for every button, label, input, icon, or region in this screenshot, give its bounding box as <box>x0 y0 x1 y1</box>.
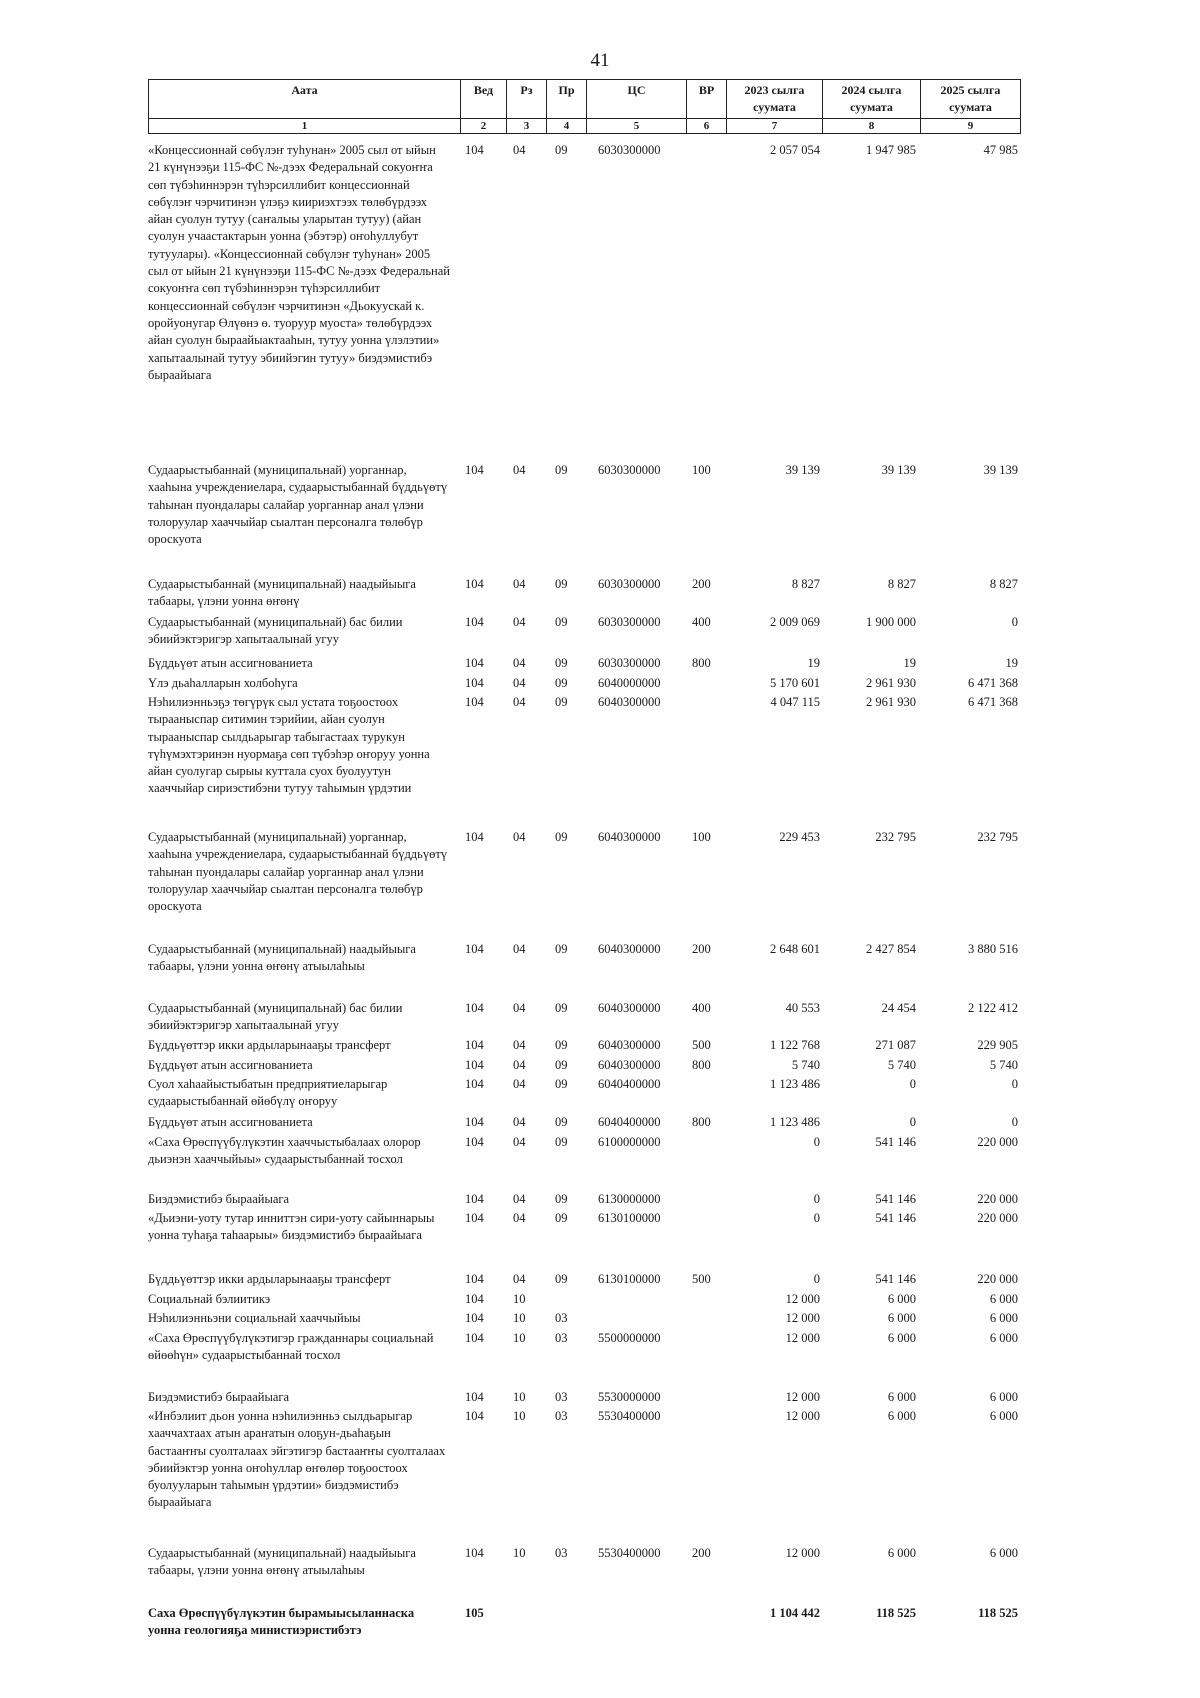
row-cs: 5530400000 <box>598 1546 661 1560</box>
row-pr: 03 <box>555 1311 568 1325</box>
row-2024: 8 827 <box>887 577 916 591</box>
row-pr: 09 <box>555 676 568 690</box>
row-rz: 10 <box>513 1409 526 1423</box>
row-name: Бүддьүөт атын ассигнованиета <box>148 656 313 670</box>
row-pr: 09 <box>555 830 568 844</box>
row-cs: 6030300000 <box>598 143 661 157</box>
row-2024: 0 <box>909 1077 916 1091</box>
header-pr: Пр <box>547 80 587 119</box>
row-2025: 0 <box>1011 1115 1018 1129</box>
row-vr: 400 <box>692 1001 711 1015</box>
header-ved: Вед <box>461 80 507 119</box>
row-pr: 03 <box>555 1546 568 1560</box>
row-rz: 10 <box>513 1311 526 1325</box>
row-vr: 200 <box>692 942 711 956</box>
row-ved: 104 <box>465 1292 484 1306</box>
row-2023: 1 123 486 <box>770 1115 820 1129</box>
row-vr: 100 <box>692 463 711 477</box>
row-pr: 09 <box>555 577 568 591</box>
row-ved: 104 <box>465 1546 484 1560</box>
header-2023: 2023 сылга суумата <box>727 80 823 119</box>
row-2024: 541 146 <box>875 1135 916 1149</box>
row-rz: 04 <box>513 577 526 591</box>
header-number: 7 <box>727 119 823 134</box>
row-2024: 541 146 <box>875 1211 916 1225</box>
row-2025: 220 000 <box>977 1211 1018 1225</box>
row-cs: 6030300000 <box>598 615 661 629</box>
row-ved: 104 <box>465 942 484 956</box>
header-cs: ЦС <box>587 80 687 119</box>
row-ved: 104 <box>465 1115 484 1129</box>
row-cs: 5500000000 <box>598 1331 661 1345</box>
row-2024: 6 000 <box>887 1311 916 1325</box>
row-2024: 541 146 <box>875 1192 916 1206</box>
row-vr: 500 <box>692 1272 711 1286</box>
row-2023: 5 170 601 <box>770 676 820 690</box>
row-pr: 09 <box>555 1192 568 1206</box>
row-rz: 04 <box>513 1038 526 1052</box>
row-pr: 09 <box>555 1077 568 1091</box>
row-2023: 2 057 054 <box>770 143 820 157</box>
row-2025: 0 <box>1011 1077 1018 1091</box>
row-2025: 6 471 368 <box>968 695 1018 709</box>
row-2025: 6 000 <box>989 1390 1018 1404</box>
row-vr: 200 <box>692 577 711 591</box>
row-2023: 229 453 <box>779 830 820 844</box>
row-2024: 2 961 930 <box>866 676 916 690</box>
header-2024: 2024 сылга суумата <box>823 80 921 119</box>
header-2025: 2025 сылга суумата <box>921 80 1021 119</box>
row-name: «Саха Өрөспүүбүлүкэтин хааччыстыбалаах олорор дьиэнэн хааччыйыы» судаарыстыбаннай тосхол <box>148 1135 421 1167</box>
row-2023: 5 740 <box>791 1058 820 1072</box>
row-pr: 09 <box>555 615 568 629</box>
row-2025: 220 000 <box>977 1135 1018 1149</box>
row-ved: 104 <box>465 695 484 709</box>
row-pr: 03 <box>555 1331 568 1345</box>
row-cs: 6030300000 <box>598 577 661 591</box>
row-rz: 10 <box>513 1292 526 1306</box>
header-rz: Рз <box>507 80 547 119</box>
row-2025: 6 000 <box>989 1546 1018 1560</box>
row-name: Саха Өрөспүүбүлүкэтин бырамыысыланнаска уонна геологияҕа министиэристибэтэ <box>148 1606 415 1638</box>
header-number: 3 <box>507 119 547 134</box>
row-2024: 232 795 <box>875 830 916 844</box>
row-2024: 1 947 985 <box>866 143 916 157</box>
row-ved: 104 <box>465 1058 484 1072</box>
row-2024: 19 <box>903 656 916 670</box>
row-2024: 0 <box>909 1115 916 1129</box>
row-cs: 6130100000 <box>598 1272 661 1286</box>
row-name: Биэдэмистибэ быраайыага <box>148 1192 290 1206</box>
row-2023: 0 <box>813 1272 820 1286</box>
row-2023: 0 <box>813 1135 820 1149</box>
row-2023: 4 047 115 <box>770 695 820 709</box>
row-2024: 24 454 <box>881 1001 916 1015</box>
row-2025: 6 000 <box>989 1409 1018 1423</box>
row-rz: 04 <box>513 656 526 670</box>
row-2024: 2 961 930 <box>866 695 916 709</box>
row-2023: 8 827 <box>791 577 820 591</box>
row-rz: 04 <box>513 615 526 629</box>
row-rz: 10 <box>513 1546 526 1560</box>
row-pr: 09 <box>555 1038 568 1052</box>
row-ved: 104 <box>465 615 484 629</box>
row-cs: 6040300000 <box>598 1001 661 1015</box>
row-2025: 220 000 <box>977 1192 1018 1206</box>
row-2024: 6 000 <box>887 1546 916 1560</box>
row-ved: 104 <box>465 1077 484 1091</box>
row-2024: 1 900 000 <box>866 615 916 629</box>
row-name: «Концессионнай сөбүлэҥ туһунан» 2005 сыл от ыйын 21 күнүнээҕи 115-ФС №-дээх Федеральнай сокуоҥҥа сөп түбэһиннэрэн түһэрсиллибит концессионнай сөбүлэҥ чэрчитинэн үлэҕэ киириэхтээх төлөбүрдээх айан суолун тутуу (саҥалыы уларытан тутуу) (айан суолун учаастактарын уонна (эбэтэр) оҥоһуллубут тутуулары). «Концессионнай сөбүлэҥ туһунан» 2005 сыл от ыйын 21 күнүнээҕи 115-ФС №-дээх Федеральнай сокуоҥҥа сөп түбэһиннэрэн түһэрсиллибит концессионнай сөбүлэҥ чэрчитинэн «Дьокуускай к. оройуонугар Өлүөнэ ө. туоруур муоста» төлөбүрдээх айан суолун быраайыактааһын, тутуу уонна үлэлэтии» хапытаалынай тутуу эбиийэгин тутуу» биэдэмистибэ быраайыага <box>148 143 450 382</box>
row-rz: 04 <box>513 1135 526 1149</box>
row-cs: 5530000000 <box>598 1390 661 1404</box>
row-2023: 12 000 <box>785 1311 820 1325</box>
row-name: Суол хаһаайыстыбатын предприятиеларыгар судаарыстыбаннай өйөбүлү оҥоруу <box>148 1077 388 1109</box>
row-vr: 800 <box>692 1115 711 1129</box>
row-rz: 04 <box>513 1077 526 1091</box>
row-pr: 09 <box>555 463 568 477</box>
row-2025: 8 827 <box>989 577 1018 591</box>
row-2025: 6 000 <box>989 1331 1018 1345</box>
row-name: Нэһилиэнньэҕэ төгүрүк сыл устата тоҕоостоох тырааныспар ситимин тэрийии, айан суолун тырааныспар сылдьарыгар табыгастаах турукун түһүмэхтэринэн нуормаҕа сөп түбэһэр оҥоруу уонна айан суолугар сырыы куттала суох буолуутун хааччыйар сириэстибэни тутуу таһымын үрдэтии <box>148 695 430 796</box>
row-name: Судаарыстыбаннай (муниципальнай) наадыйыыга табаары, үлэни уонна өҥөнү <box>148 577 416 609</box>
row-pr: 09 <box>555 656 568 670</box>
row-2025: 220 000 <box>977 1272 1018 1286</box>
row-pr: 09 <box>555 942 568 956</box>
row-name: Бүддьүөттэр икки ардыларынааҕы трансферт <box>148 1038 391 1052</box>
row-ved: 104 <box>465 656 484 670</box>
row-name: Бүддьүөттэр икки ардыларынааҕы трансферт <box>148 1272 391 1286</box>
row-ved: 104 <box>465 143 484 157</box>
row-rz: 04 <box>513 1211 526 1225</box>
row-pr: 09 <box>555 1135 568 1149</box>
header-number: 2 <box>461 119 507 134</box>
row-name: Судаарыстыбаннай (муниципальнай) наадыйыыга табаары, үлэни уонна өҥөнү атыылаһыы <box>148 942 416 974</box>
row-rz: 04 <box>513 830 526 844</box>
row-rz: 04 <box>513 676 526 690</box>
row-name: «Инбэлиит дьон уонна нэһилиэнньэ сылдьарыгар хааччахтаах атын араҥатын олоҕун-дьаһаҕын бастааҥҥы суолталаах эйгэтигэр бастааҥҥы суолталаах эбиийэктэр уонна оҥоһуллар өҥөлөр тоҕоостоох буолууларын таһымын үрдэтии» биэдэмистибэ быраайыага <box>148 1409 446 1510</box>
row-ved: 104 <box>465 1409 484 1423</box>
row-cs: 6030300000 <box>598 656 661 670</box>
row-2023: 12 000 <box>785 1292 820 1306</box>
row-name: Социальнай бэлиитикэ <box>148 1292 271 1306</box>
row-2024: 541 146 <box>875 1272 916 1286</box>
row-cs: 6100000000 <box>598 1135 661 1149</box>
row-vr: 100 <box>692 830 711 844</box>
row-2025: 39 139 <box>983 463 1018 477</box>
row-2023: 1 104 442 <box>770 1606 820 1620</box>
row-2024: 271 087 <box>875 1038 916 1052</box>
row-name: Судаарыстыбаннай (муниципальнай) бас билии эбиийэктэригэр хапытаалынай угуу <box>148 615 403 647</box>
row-cs: 6040300000 <box>598 1058 661 1072</box>
row-2025: 0 <box>1011 615 1018 629</box>
row-ved: 104 <box>465 1311 484 1325</box>
row-rz: 04 <box>513 1192 526 1206</box>
row-rz: 04 <box>513 463 526 477</box>
header-number: 4 <box>547 119 587 134</box>
row-2024: 6 000 <box>887 1292 916 1306</box>
row-ved: 104 <box>465 1135 484 1149</box>
page-number: 41 <box>590 50 610 71</box>
row-cs: 6130100000 <box>598 1211 661 1225</box>
row-ved: 104 <box>465 830 484 844</box>
row-name: «Дьиэни-уоту тутар инниттэн сири-уоту сайыннарыы уонна туһаҕа таһаарыы» биэдэмистибэ быраайыага <box>148 1211 435 1243</box>
row-2025: 232 795 <box>977 830 1018 844</box>
row-vr: 400 <box>692 615 711 629</box>
row-pr: 09 <box>555 1115 568 1129</box>
row-2023: 2 009 069 <box>770 615 820 629</box>
row-2023: 1 123 486 <box>770 1077 820 1091</box>
row-pr: 03 <box>555 1409 568 1423</box>
row-ved: 104 <box>465 1390 484 1404</box>
row-vr: 200 <box>692 1546 711 1560</box>
row-2023: 19 <box>807 656 820 670</box>
row-2024: 6 000 <box>887 1390 916 1404</box>
row-rz: 04 <box>513 1115 526 1129</box>
row-2025: 19 <box>1005 656 1018 670</box>
row-name: Үлэ дьаһалларын холбоһуга <box>148 676 298 690</box>
row-2023: 12 000 <box>785 1546 820 1560</box>
row-2025: 6 000 <box>989 1292 1018 1306</box>
header-number: 8 <box>823 119 921 134</box>
row-rz: 10 <box>513 1331 526 1345</box>
row-cs: 6040300000 <box>598 942 661 956</box>
row-2024: 5 740 <box>887 1058 916 1072</box>
row-2025: 5 740 <box>989 1058 1018 1072</box>
row-vr: 800 <box>692 656 711 670</box>
row-2023: 39 139 <box>785 463 820 477</box>
row-rz: 04 <box>513 1058 526 1072</box>
row-2025: 229 905 <box>977 1038 1018 1052</box>
row-2024: 39 139 <box>881 463 916 477</box>
row-2023: 12 000 <box>785 1390 820 1404</box>
header-number: 5 <box>587 119 687 134</box>
row-ved: 104 <box>465 676 484 690</box>
row-2024: 6 000 <box>887 1409 916 1423</box>
row-name: Судаарыстыбаннай (муниципальнай) уорганнар, хааһына учреждениелара, судаарыстыбаннай бүддьүөтү таһынан пуондалары салайар уорганнар анал үлэни толоруулар хааччыйар сыалтан персоналга төлөбүр ороскуота <box>148 463 448 547</box>
row-name: Бүддьүөт атын ассигнованиета <box>148 1058 313 1072</box>
row-ved: 104 <box>465 1331 484 1345</box>
row-cs: 5530400000 <box>598 1409 661 1423</box>
row-ved: 104 <box>465 1001 484 1015</box>
header-number: 6 <box>687 119 727 134</box>
row-rz: 04 <box>513 143 526 157</box>
row-2025: 118 525 <box>978 1606 1018 1620</box>
row-pr: 09 <box>555 1211 568 1225</box>
row-cs: 6030300000 <box>598 463 661 477</box>
row-ved: 104 <box>465 1211 484 1225</box>
row-ved: 104 <box>465 1038 484 1052</box>
row-pr: 03 <box>555 1390 568 1404</box>
row-cs: 6040300000 <box>598 830 661 844</box>
row-2023: 12 000 <box>785 1409 820 1423</box>
row-2025: 3 880 516 <box>968 942 1018 956</box>
row-2023: 40 553 <box>785 1001 820 1015</box>
row-rz: 04 <box>513 695 526 709</box>
row-name: «Саха Өрөспүүбүлүкэтигэр гражданнары социальнай өйөөһүн» судаарыстыбаннай тосхол <box>148 1331 434 1363</box>
header-name: Аата <box>149 80 461 119</box>
row-ved: 104 <box>465 577 484 591</box>
row-rz: 04 <box>513 1001 526 1015</box>
row-2025: 6 000 <box>989 1311 1018 1325</box>
row-2025: 47 985 <box>983 143 1018 157</box>
row-2024: 118 525 <box>876 1606 916 1620</box>
row-2024: 2 427 854 <box>866 942 916 956</box>
row-pr: 09 <box>555 695 568 709</box>
row-name: Биэдэмистибэ быраайыага <box>148 1390 290 1404</box>
row-pr: 09 <box>555 1058 568 1072</box>
header-number: 9 <box>921 119 1021 134</box>
row-name: Судаарыстыбаннай (муниципальнай) уорганнар, хааһына учреждениелара, судаарыстыбаннай бүддьүөтү таһынан пуондалары салайар уорганнар анал үлэни толоруулар хааччыйар сыалтан персоналга төлөбүр ороскуота <box>148 830 448 914</box>
row-rz: 04 <box>513 942 526 956</box>
row-name: Судаарыстыбаннай (муниципальнай) наадыйыыга табаары, үлэни уонна өҥөнү атыылаһыы <box>148 1546 416 1578</box>
row-ved: 104 <box>465 463 484 477</box>
row-cs: 6040300000 <box>598 695 661 709</box>
row-2023: 0 <box>813 1192 820 1206</box>
row-cs: 6130000000 <box>598 1192 661 1206</box>
header-number: 1 <box>149 119 461 134</box>
header-vr: ВР <box>687 80 727 119</box>
row-cs: 6040300000 <box>598 1038 661 1052</box>
row-pr: 09 <box>555 1001 568 1015</box>
row-2023: 1 122 768 <box>770 1038 820 1052</box>
row-cs: 6040000000 <box>598 676 661 690</box>
row-2024: 6 000 <box>887 1331 916 1345</box>
row-2023: 2 648 601 <box>770 942 820 956</box>
row-ved: 105 <box>465 1606 484 1620</box>
row-cs: 6040400000 <box>598 1077 661 1091</box>
row-rz: 10 <box>513 1390 526 1404</box>
row-2023: 12 000 <box>785 1331 820 1345</box>
row-2023: 0 <box>813 1211 820 1225</box>
row-rz: 04 <box>513 1272 526 1286</box>
row-2025: 2 122 412 <box>968 1001 1018 1015</box>
row-cs: 6040400000 <box>598 1115 661 1129</box>
row-pr: 09 <box>555 143 568 157</box>
row-vr: 500 <box>692 1038 711 1052</box>
row-ved: 104 <box>465 1272 484 1286</box>
row-name: Нэһилиэнньэни социальнай хааччыйыы <box>148 1311 361 1325</box>
row-vr: 800 <box>692 1058 711 1072</box>
row-pr: 09 <box>555 1272 568 1286</box>
row-2025: 6 471 368 <box>968 676 1018 690</box>
row-name: Бүддьүөт атын ассигнованиета <box>148 1115 313 1129</box>
row-name: Судаарыстыбаннай (муниципальнай) бас билии эбиийэктэригэр хапытаалынай угуу <box>148 1001 403 1033</box>
row-ved: 104 <box>465 1192 484 1206</box>
